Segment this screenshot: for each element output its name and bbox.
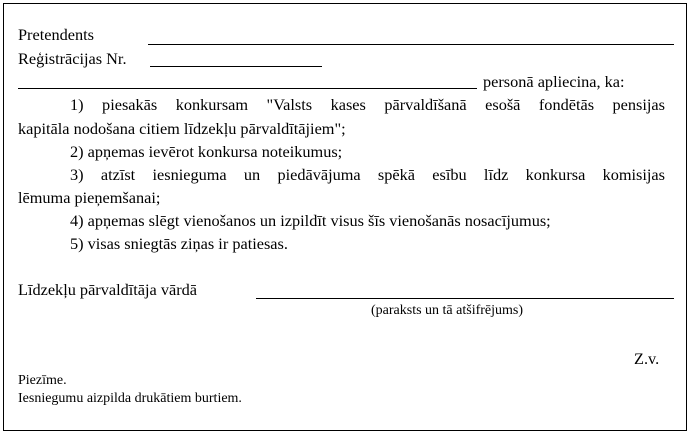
registration-label: Reģistrācijas Nr. bbox=[18, 49, 127, 68]
item-5: 5) visas sniegtās ziņas ir patiesas. bbox=[70, 234, 288, 253]
item-1-line-1: 1) piesakās konkursam "Valsts kases pārvaldīšanā esošā fondētās pensijas bbox=[70, 95, 665, 114]
persona-label: personā apliecina, ka: bbox=[483, 72, 625, 91]
item-1-line-2: kapitāla nodošana citiem līdzekļu pārvaldītājiem"; bbox=[18, 119, 346, 138]
zv-mark: Z.v. bbox=[634, 349, 660, 368]
registration-line bbox=[150, 66, 322, 67]
signature-label: Līdzekļu pārvaldītāja vārdā bbox=[18, 280, 198, 299]
item-4: 4) apņemas slēgt vienošanos un izpildīt visus šīs vienošanās nosacījumus; bbox=[70, 211, 551, 230]
pretendents-label: Pretendents bbox=[18, 25, 94, 44]
pretendents-line bbox=[148, 44, 674, 45]
note-title: Piezīme. bbox=[18, 373, 67, 388]
persona-line bbox=[18, 88, 477, 89]
note-text: Iesniegumu aizpilda drukātiem burtiem. bbox=[18, 391, 242, 406]
item-3-line-1: 3) atzīst iesnieguma un piedāvājuma spēkā esību līdz konkursa komisijas bbox=[70, 165, 665, 184]
item-3-line-2: lēmuma pieņemšanai; bbox=[18, 188, 161, 207]
item-2: 2) apņemas ievērot konkursa noteikumus; bbox=[70, 142, 343, 161]
signature-caption: (paraksts un tā atšifrējums) bbox=[371, 303, 524, 318]
signature-line bbox=[256, 298, 674, 299]
